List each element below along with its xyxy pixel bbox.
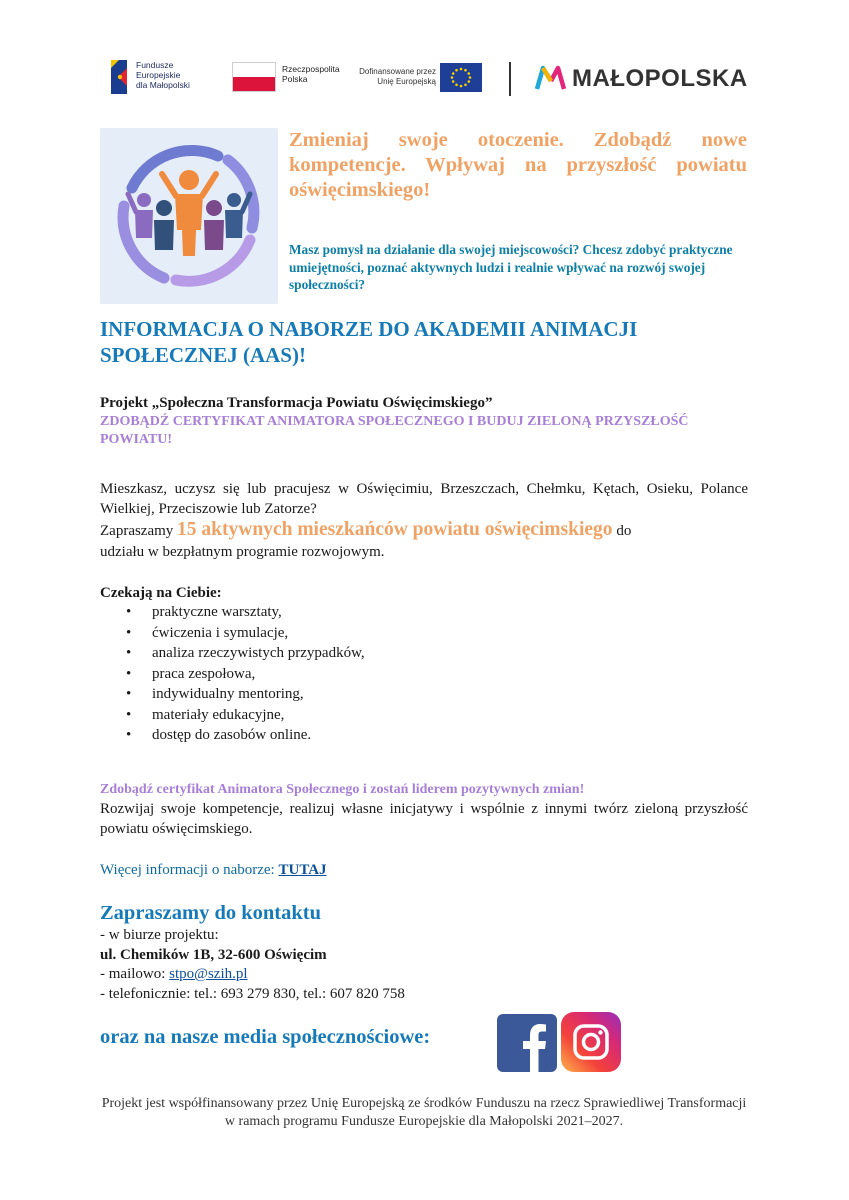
project-cta: ZDOBĄDŹ CERTYFIKAT ANIMATORA SPOŁECZNEGO I BUDUJ ZIELONĄ PRZYSZŁOŚĆ POWIATU! [100,414,689,447]
malopolska-wordmark: MAŁOPOLSKA [572,65,748,92]
invite-prefix: Zapraszamy [100,523,174,539]
header-divider [509,62,511,96]
rzeczpospolita-logo [232,62,342,94]
community-illustration [100,128,278,304]
fe-star-icon [109,58,131,96]
footer-note: Projekt jest współfinansowany przez Unię Europejską ze środków Funduszu na rzecz Sprawiedliwej Transformacji w ramach programu Fundusze Europejskie dla Małopolski 2021–2027. [101,1096,747,1129]
intro-paragraph: Mieszkasz, uczysz się lub pracujesz w Oświęcimiu, Brzeszczach, Chełmku, Kętach, Osieku, Polance Wielkiej, Przeciszowie lub Zatorze? [100,481,748,517]
more-info-link[interactable]: TUTAJ [278,862,327,878]
eu-logo [352,63,482,95]
contact-office-label: - w biurze projektu: [100,927,219,943]
benefits-list [126,602,526,746]
malopolska-m-icon [534,65,568,91]
list-item: • praca zespołowa, [126,664,526,685]
social-heading: oraz na nasze media społecznościowe: [100,1026,431,1048]
rp-logo-line-1: Rzeczpospolita [282,64,340,74]
list-item: • dostęp do zasobów online. [126,725,526,746]
more-info [100,860,327,880]
invite-suffix: do [616,523,632,539]
eu-logo-line-2: Unię Europejską [377,77,436,86]
certificate-body: Rozwijaj swoje kompetencje, realizuj własne inicjatywy i wspólnie z innymi twórz zieloną przyszłość powiatu oświęcimskiego. [100,801,748,837]
email-link[interactable]: stpo@szih.pl [169,966,248,982]
community-people-icon [100,128,278,304]
more-info-label: Więcej informacji o naborze: [100,862,275,878]
eu-logo-line-1: Dofinansowane przez [359,67,436,76]
main-heading: INFORMACJA O NABORZE DO AKADEMII ANIMACJI SPOŁECZNEJ (AAS)! [100,317,638,367]
fe-logo-line-2: dla Małopolski [136,80,190,90]
polish-flag-icon [232,62,276,92]
list-item: • indywidualny mentoring, [126,684,526,705]
invite-line-2: udziału w bezpłatnym programie rozwojowym. [100,544,385,560]
invite-paragraph [100,520,748,541]
fe-logo-line-1: Fundusze Europejskie [136,60,181,80]
contact-phone-line: - telefonicznie: tel.: 693 279 830, tel.: 607 820 758 [100,985,405,1002]
list-item: • praktyczne warsztaty, [126,602,526,623]
hero-question: Masz pomysł na działanie dla swojej miejscowości? Chcesz zdobyć praktyczne umiejętności, poznać aktywnych ludzi i realnie wpływać na rozwój swojej społeczności? [289,242,733,292]
facebook-icon[interactable] [497,1014,557,1072]
certificate-headline: Zdobądź certyfikat Animatora Społecznego i zostań liderem pozytywnych zmian! [100,782,585,797]
eu-flag-icon [440,63,482,92]
contact-mail-label: - mailowo: [100,966,166,982]
rp-logo-line-2: Polska [282,74,308,84]
contact-details [100,926,700,1004]
project-title: Projekt „Społeczna Transformacja Powiatu Oświęcimskiego” [100,395,493,411]
hero-title: Zmieniaj swoje otoczenie. Zdobądź nowe kompetencje. Wpływaj na przyszłość powiatu oświęcimskiego! [289,129,747,201]
list-item: • materiały edukacyjne, [126,705,526,726]
invite-highlight: 15 aktywnych mieszkańców powiatu oświęcimskiego [177,519,613,540]
benefits-heading: Czekają na Ciebie: [100,585,222,601]
instagram-icon[interactable] [561,1012,621,1072]
contact-address: ul. Chemików 1B, 32-600 Oświęcim [100,946,327,963]
contact-mail-line [100,965,700,985]
contact-heading: Zapraszamy do kontaktu [100,902,321,924]
fundusze-europejskie-logo [109,58,219,98]
malopolska-logo [534,63,748,97]
list-item: • analiza rzeczywistych przypadków, [126,643,526,664]
list-item: • ćwiczenia i symulacje, [126,623,526,644]
